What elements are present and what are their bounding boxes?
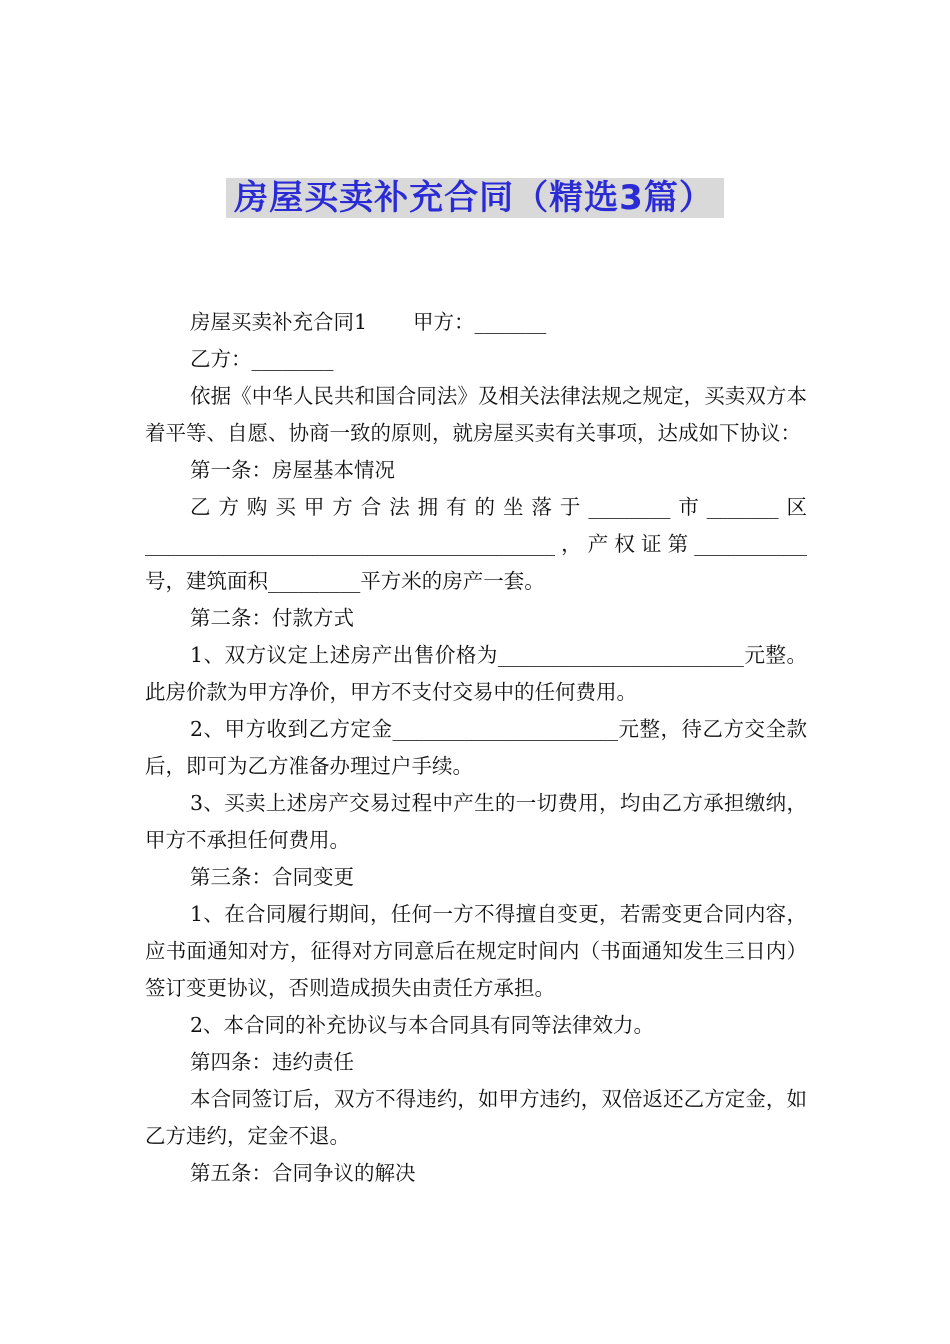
preamble-paragraph: 依据《中华人民共和国合同法》及相关法律法规之规定，买卖双方本着平等、自愿、协商一致的原则，就房屋买卖有关事项，达成如下协议：: [145, 384, 807, 445]
article-3-heading: 第三条：合同变更: [190, 865, 354, 889]
article-2-clause-2: 2、甲方收到乙方定金______________________元整，待乙方交全款后，即可为乙方准备办理过户手续。: [145, 717, 807, 778]
article-2-heading: 第二条：付款方式: [190, 606, 354, 630]
party-a-line: 甲方：_______: [413, 310, 547, 334]
article-4-body: 本合同签订后，双方不得违约，如甲方违约，双倍返还乙方定金，如乙方违约，定金不退。: [145, 1087, 807, 1148]
document-body: [145, 304, 807, 1192]
contract-header-line: [145, 304, 807, 341]
article-1-body: 乙方购买甲方合法拥有的坐落于________市_______区________________________________________，产权证第___________号，建筑面积_________平方米的房产一套。: [145, 495, 807, 593]
article-2-clause-3: 3、买卖上述房产交易过程中产生的一切费用，均由乙方承担缴纳，甲方不承担任何费用。: [145, 791, 807, 852]
article-3-clause-1: 1、在合同履行期间，任何一方不得擅自变更，若需变更合同内容，应书面通知对方，征得对方同意后在规定时间内（书面通知发生三日内）签订变更协议，否则造成损失由责任方承担。: [145, 902, 807, 1000]
article-5-heading: 第五条：合同争议的解决: [190, 1161, 416, 1185]
article-1-heading: 第一条：房屋基本情况: [190, 458, 395, 482]
document-title: 房屋买卖补充合同（精选3篇）: [226, 178, 724, 218]
article-2-clause-1: 1、双方议定上述房产出售价格为________________________元整。此房价款为甲方净价，甲方不支付交易中的任何费用。: [145, 643, 807, 704]
contract-number: 房屋买卖补充合同1: [190, 310, 368, 334]
party-b-line: 乙方：________: [190, 347, 334, 371]
title-container: [0, 178, 950, 218]
article-3-clause-2: 2、本合同的补充协议与本合同具有同等法律效力。: [190, 1013, 655, 1037]
article-4-heading: 第四条：违约责任: [190, 1050, 354, 1074]
